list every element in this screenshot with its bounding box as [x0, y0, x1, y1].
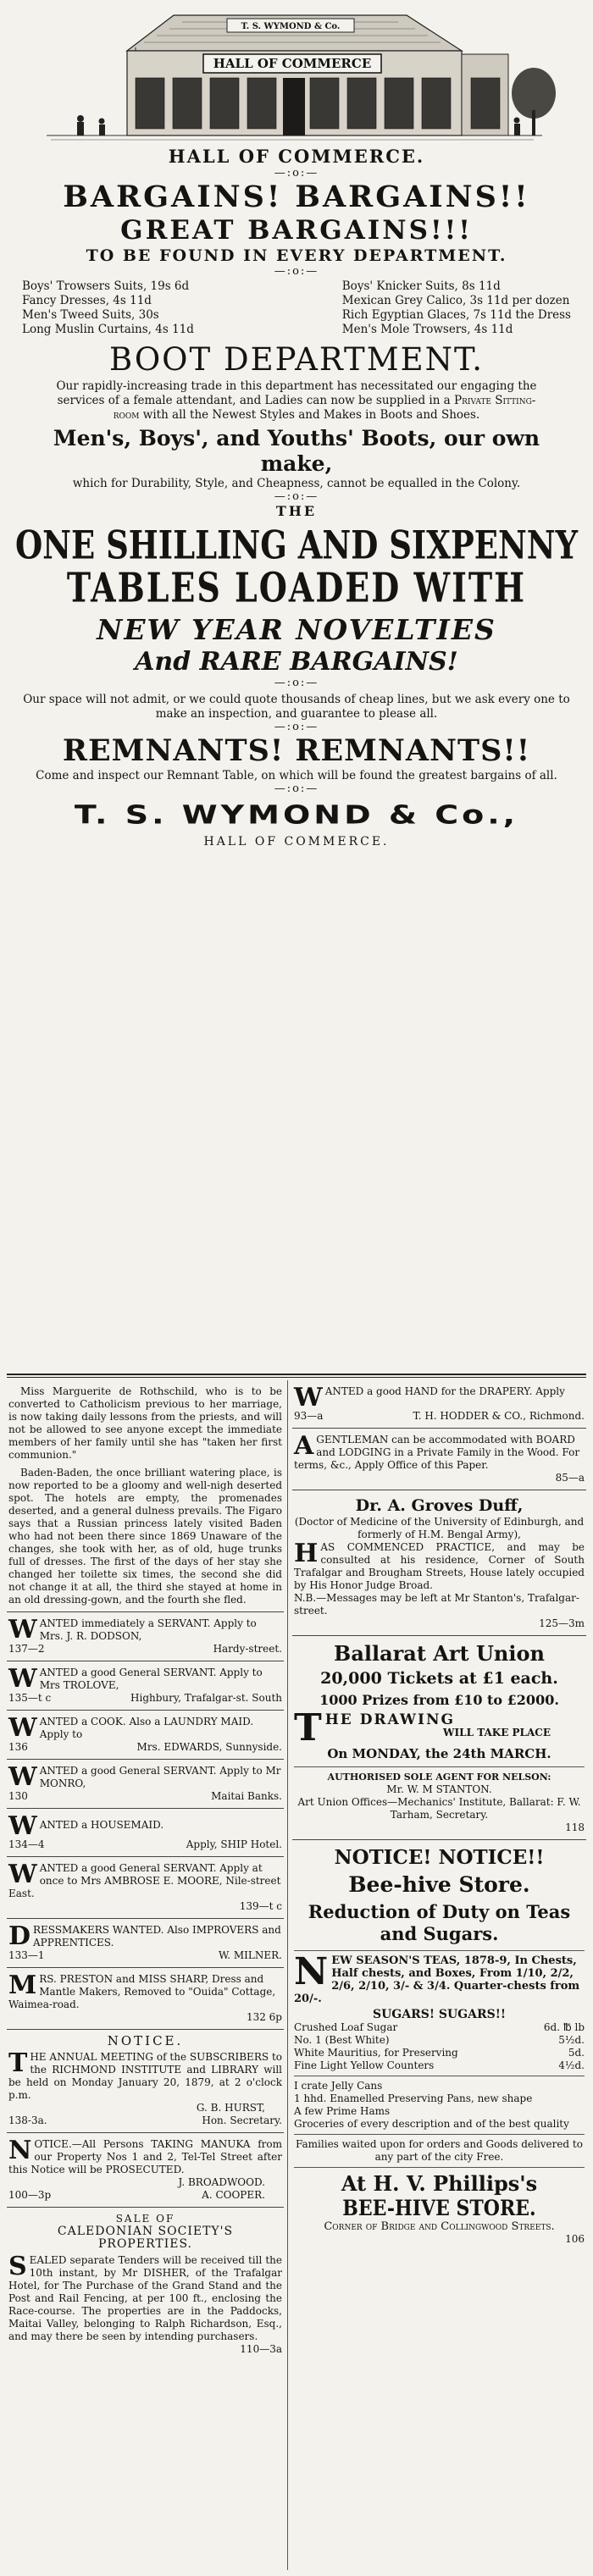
drop-cap: N	[8, 2136, 32, 2165]
separator: —:o:—	[274, 167, 319, 180]
space-text: Our space will not admit, or we could quote thousands of cheap lines, but we ask every one to make an inspection, and guarantee to please all.	[23, 693, 570, 721]
art-union-office: Art Union Offices—Mechanics' Institute, Ballarat: F. W. Tarham, Secretary.	[297, 1796, 581, 1821]
boot-text-part2: with all the Newest Styles and Makes in Boots and Shoes.	[142, 408, 480, 422]
preserving-pans: 1 hhd. Enamelled Preserving Pans, new shape	[294, 2092, 533, 2104]
ad-ref: 134—4	[8, 1838, 45, 1850]
sugar-price: 4½d.	[558, 2059, 585, 2071]
notice-heading: NOTICE! NOTICE!!	[334, 1846, 545, 1869]
news-item-baden	[7, 1467, 284, 1612]
store-ref: 106	[565, 2233, 585, 2245]
beehive-title: Bee-hive Store.	[348, 1872, 530, 1897]
separator: —:o:—	[274, 490, 319, 503]
ad-text: ANTED immediately a SERVANT. Apply to Mrs. J. R. DODSON,	[39, 1617, 257, 1642]
separator: —:o:—	[274, 677, 319, 689]
bargains-heading: BARGAINS! BARGAINS!!	[63, 180, 530, 214]
price-item: Boys' Knicker Suits, 8s 11d	[341, 279, 501, 293]
drop-cap: T	[8, 2048, 28, 2078]
tables-heading-line1: ONE SHILLING AND SIXPENNY	[14, 521, 579, 568]
price-item: Mexican Grey Calico, 3s 11d per dozen	[341, 294, 570, 307]
sugar-row	[294, 2059, 585, 2072]
ad-ref: 130	[8, 1790, 28, 1802]
price-item: Rich Egyptian Glaces, 7s 11d the Dress	[341, 308, 571, 322]
drop-cap: H	[294, 1539, 319, 1568]
section-rule	[7, 1377, 586, 1378]
sugar-price-list	[294, 2021, 585, 2072]
every-department-heading: TO BE FOUND IN EVERY DEPARTMENT.	[86, 246, 507, 265]
separator: —:o:—	[274, 265, 319, 278]
sale-ref: 110—3a	[240, 2343, 282, 2355]
remnants-heading: REMNANTS! REMNANTS!!	[62, 733, 531, 768]
art-union-title: Ballarat Art Union	[334, 1641, 545, 1666]
drop-cap: M	[8, 1971, 37, 2000]
remnant-text: Come and inspect our Remnant Table, on which will be found the greatest bargains of all.	[36, 769, 557, 782]
drop-cap: W	[8, 1811, 37, 1841]
families-text: Families waited upon for orders and Goods delivered to any part of the city Free.	[296, 2138, 583, 2163]
building-banner-text: HALL OF COMMERCE	[213, 56, 372, 71]
richmond-institute-notice	[7, 2030, 284, 2133]
teas-text: EW SEASON'S TEAS, 1878-9, In Chests, Half chests, and Boxes, From 1/10, 2/2, 2/6, 2/10, 3/- & 3/4. Quarter-chests from 20/-.	[294, 1954, 580, 2005]
phillips-heading: At H. V. Phillips's	[341, 2171, 538, 2196]
manuka-signature-2: A. COOPER.	[202, 2189, 265, 2201]
reduction-heading: Reduction of Duty on Teas and Sugars.	[308, 1901, 571, 1944]
ad-ref: 139—t c	[239, 1900, 282, 1912]
sale-title-2: CALEDONIAN SOCIETY'S PROPERTIES.	[57, 2225, 234, 2251]
classified-ad	[7, 1919, 284, 1968]
sugar-row	[294, 2034, 585, 2047]
rothschild-text: Miss Marguerite de Rothschild, who is to be converted to Catholicism previous to her marriage, is now taking daily lessons from the priests, and will not be allowed to see anyone except the immediate members of her family until she has "taken her first communion."	[8, 1385, 282, 1461]
firm-name: T. S. WYMOND & Co.,	[74, 799, 519, 830]
ad-text: ANTED a COOK. Also a LAUNDRY MAID. Apply to	[39, 1716, 254, 1740]
boot-department-heading: BOOT DEPARTMENT.	[108, 341, 485, 378]
ad-ref: 136	[8, 1741, 28, 1753]
classified-ad	[7, 1612, 284, 1661]
drop-cap: W	[8, 1762, 37, 1792]
news-item-rothschild	[7, 1380, 284, 1467]
notice-title: NOTICE.	[107, 2033, 184, 2048]
manuka-notice	[7, 2133, 284, 2208]
ad-address: Apply, SHIP Hotel.	[186, 1838, 282, 1850]
notice-text: HE ANNUAL MEETING of the SUBSCRIBERS to the RICHMOND INSTITUTE and LIBRARY will be held on Monday January 20, 1879, at 2 o'clock p.m.	[8, 2051, 282, 2101]
notice-signature: G. B. HURST,	[196, 2102, 265, 2114]
ad-ref: 135—t c	[8, 1692, 52, 1704]
sugar-price: 5d.	[568, 2047, 585, 2059]
hall-of-commerce-advertisement	[0, 0, 593, 849]
manuka-signature-1: J. BROADWOOD.	[178, 2176, 265, 2188]
art-union-date: On MONDAY, the 24th MARCH.	[327, 1746, 551, 1761]
caledonian-sale-notice	[7, 2208, 284, 2361]
sugar-row	[294, 2047, 585, 2059]
price-item: Boys' Trowsers Suits, 19s 6d	[22, 279, 190, 293]
art-union-tickets: 20,000 Tickets at £1 each.	[320, 1669, 558, 1688]
drop-cap: N	[294, 1950, 329, 1993]
art-union-place: WILL TAKE PLACE	[443, 1727, 551, 1739]
price-list-right	[342, 279, 571, 337]
new-year-novelties-heading: NEW YEAR NOVELTIES	[97, 613, 496, 646]
ad-ref: 132 6p	[246, 2011, 282, 2023]
price-item: Long Muslin Curtains, 4s 11d	[22, 323, 194, 336]
notice-ref: 138-3a.	[8, 2114, 47, 2126]
ad-ref: 93—a	[294, 1410, 324, 1422]
jelly-cans: I crate Jelly Cans	[294, 2080, 383, 2092]
beehive-store-heading: BEE-HIVE STORE.	[342, 2196, 536, 2221]
boot-text-private-room: Private Sitting-room	[113, 394, 536, 422]
store-corner: Corner of Bridge and Collingwood Streets.	[324, 2220, 555, 2233]
drop-cap: W	[8, 1615, 37, 1645]
ad-text: RESSMAKERS WANTED. Also IMPROVERS and APPRENTICES.	[33, 1924, 281, 1949]
tables-heading-line2: TABLES LOADED WITH	[66, 563, 527, 611]
sugar-price: 6d. ℔ lb	[543, 2021, 585, 2033]
ad-text: ANTED a HOUSEMAID.	[39, 1819, 164, 1831]
ad-ref: 133—1	[8, 1949, 45, 1961]
ad-text: ANTED a good General SERVANT. Apply to Mrs TROLOVE,	[39, 1667, 263, 1691]
art-union-agent: AUTHORISED SOLE AGENT FOR NELSON:	[327, 1772, 551, 1783]
doctor-name: Dr. A. Groves Duff,	[355, 1496, 524, 1515]
drop-cap: W	[8, 1713, 37, 1743]
drop-cap: W	[294, 1383, 323, 1412]
beehive-store-ad	[292, 1840, 586, 2251]
drop-cap: A	[294, 1431, 314, 1461]
drop-cap: S	[8, 2252, 27, 2281]
ad-ref: 137—2	[8, 1643, 45, 1655]
ad-address: W. MILNER.	[219, 1949, 282, 1961]
separator: —:o:—	[274, 721, 319, 733]
firm-subtitle: HALL OF COMMERCE.	[203, 835, 390, 849]
baden-text: Baden-Baden, the once brilliant watering place, is now reported to be a gloomy and well-nigh deserted spot. The hotels are empty, the promenades deserted, and a general dulness prevails. The Figaro says that a Russian princess lately visited Baden who had not been there since 1869 Unaware of the changes, she took with her, as of old, huge trunks full of dresses. The first of the days of her stay she changed her toilette six times, the second she did not change it at all, the third she stayed at home in an old dressing-gown, and the fourth she fled.	[8, 1467, 282, 1606]
ad-address: T. H. HODDER & CO., Richmond.	[413, 1410, 585, 1422]
ad-ref: 85—a	[555, 1472, 585, 1484]
great-bargains-heading: GREAT BARGAINS!!!	[120, 215, 473, 246]
section-rule	[7, 1374, 586, 1375]
art-union-ref: 118	[565, 1821, 585, 1833]
price-item: Men's Mole Trowsers, 4s 11d	[341, 323, 513, 336]
classified-ad	[7, 1711, 284, 1760]
ballarat-art-union-ad	[292, 1636, 586, 1840]
header-title: HALL OF COMMERCE.	[168, 146, 425, 167]
doctor-ad	[292, 1490, 586, 1636]
price-list	[0, 278, 593, 337]
sugar-item: No. 1 (Best White)	[294, 2034, 390, 2046]
ad-address: Hardy-street.	[213, 1643, 282, 1655]
drop-cap: W	[8, 1860, 37, 1889]
drop-cap: D	[8, 1921, 31, 1951]
board-lodging-ad	[292, 1429, 586, 1490]
ad-text: ANTED a good HAND for the DRAPERY. Apply	[324, 1385, 565, 1397]
notice-role: Hon. Secretary.	[202, 2114, 282, 2126]
classified-ad	[7, 1809, 284, 1857]
sugar-row	[294, 2021, 585, 2034]
sugar-item: White Mauritius, for Preserving	[294, 2047, 458, 2059]
manuka-ref: 100—3p	[8, 2189, 52, 2201]
sale-title: SALE OF	[115, 2213, 175, 2225]
building-sign-text: T. S. WYMOND & Co.	[241, 22, 341, 31]
ad-text: GENTLEMAN can be accommodated with BOARD and LODGING in a Private Family in the Wood. For terms, &c., Apply Office of this Paper.	[294, 1434, 580, 1471]
drop-cap: T	[294, 1706, 322, 1750]
sugar-item: Crushed Loaf Sugar	[294, 2021, 398, 2033]
art-union-prizes: 1000 Prizes from £10 to £2000.	[319, 1692, 559, 1708]
price-item: Fancy Dresses, 4s 11d	[22, 294, 152, 307]
classified-ad	[7, 1760, 284, 1809]
prime-hams: A few Prime Hams	[294, 2105, 391, 2117]
manuka-text: OTICE.—All Persons TAKING MANUKA from our Property Nos 1 and 2, Tel-Tel Street after this Notice will be PROSECUTED.	[8, 2138, 282, 2175]
ad-text: ANTED a good General SERVANT. Apply at once to Mrs AMBROSE E. MOORE, Nile-street East.	[8, 1862, 281, 1899]
groceries: Groceries of every description and of the best quality	[294, 2118, 569, 2130]
ad-text: ANTED a good General SERVANT. Apply to Mr MONRO,	[39, 1765, 281, 1789]
art-union-drawing: HE DRAWING	[324, 1711, 456, 1728]
hall-of-commerce-building-illustration	[0, 0, 593, 142]
art-union-agent-name: Mr. W. M STANTON.	[386, 1783, 492, 1795]
classified-ad	[7, 1857, 284, 1919]
price-list-left	[22, 279, 194, 337]
doctor-credentials: (Doctor of Medicine of the University of Edinburgh, and formerly of H.M. Bengal Army),	[294, 1516, 585, 1540]
doctor-text: AS COMMENCED PRACTICE, and may be consulted at his residence, Corner of South Trafalgar and Brougham Streets, House lately occupied by His Honor Judge Broad.	[294, 1541, 585, 1591]
boot-department-text	[0, 379, 593, 423]
right-column	[292, 1380, 586, 2251]
ad-address: Mrs. EDWARDS, Sunnyside.	[136, 1741, 282, 1753]
price-item: Men's Tweed Suits, 30s	[22, 308, 159, 322]
boots-own-make-heading: Men's, Boys', and Youths' Boots, our own make,	[53, 426, 540, 476]
drapery-hand-ad	[292, 1380, 586, 1429]
sale-text: EALED separate Tenders will be received till the 10th instant, by Mr DISHER, of the Trafalgar Hotel, for The Purchase of the Grand Stand and the Post and Rail Fencing, at per 100 ft., enclosing the Race-course. The properties are in the Paddocks, Maitai Valley, belonging to Ralph Richardson, Esq., and may there be seen by intending purchasers.	[8, 2254, 282, 2342]
classified-ad	[7, 1661, 284, 1711]
classified-ad	[7, 1968, 284, 2030]
left-column	[7, 1380, 284, 2361]
sugar-item: Fine Light Yellow Counters	[294, 2059, 435, 2071]
the-word: THE	[275, 503, 318, 519]
ad-address: Highbury, Trafalgar-st. South	[130, 1692, 282, 1704]
boot-text-part1: Our rapidly-increasing trade in this department has necessitated our engaging the services of a female attendant, and Ladies can now be supplied in a	[56, 379, 537, 407]
rare-bargains-heading: And RARE BARGAINS!	[135, 647, 458, 677]
ad-text: RS. PRESTON and MISS SHARP, Dress and Mantle Makers, Removed to "Ouida" Cottage, Waimea-road.	[8, 1973, 276, 2010]
ad-address: Maitai Banks.	[211, 1790, 282, 1802]
separator: —:o:—	[274, 782, 319, 795]
doctor-nb: N.B.—Messages may be left at Mr Stanton's, Trafalgar-street.	[294, 1592, 579, 1617]
sugars-heading: SUGARS! SUGARS!!	[372, 2008, 507, 2021]
boots-subtext: which for Durability, Style, and Cheapness, cannot be equalled in the Colony.	[72, 477, 521, 490]
drop-cap: W	[8, 1664, 37, 1694]
column-divider	[287, 1380, 288, 2570]
doctor-ref: 125—3m	[539, 1617, 585, 1629]
sugar-price: 5½d.	[558, 2034, 585, 2046]
